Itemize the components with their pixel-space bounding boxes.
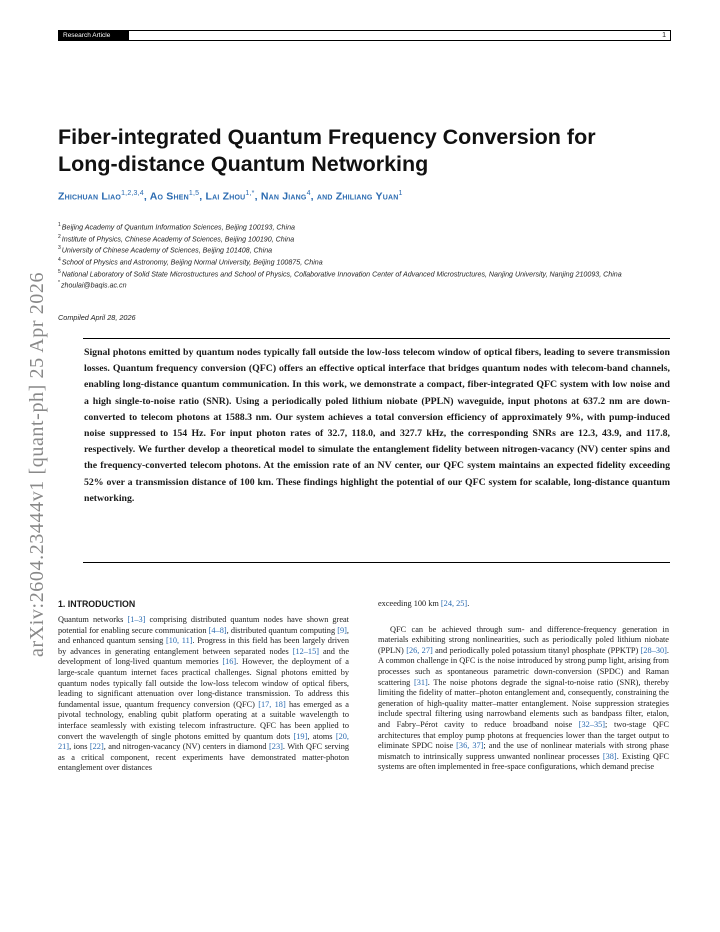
affiliation-text: National Laboratory of Solid State Microstructures and School of Physics, Collaborative Innovation Center of Advanced Microstructures, Nanjing University, Nanjing 210093, China xyxy=(61,269,622,278)
citation-link[interactable]: [26, 27] xyxy=(406,645,433,655)
affiliation-number: 2 xyxy=(58,233,61,240)
author-list xyxy=(58,190,678,203)
affiliation-list xyxy=(58,221,678,291)
body-text: has emerged as a pivotal technology, enabling qubit platform operating at a suitable wavelength to interface seamlessly with existing telecom infrastructure. QFC has been applied to convert the wavelength of single photons emitted by quantum dots xyxy=(58,699,349,741)
body-text: . However, the deployment of a large-scale quantum internet faces practical challenges. Signal photons emitted by quantum nodes typically fall outside the low-loss telecom window of optical fibers, leading to significant attenuation over long-distance transmission. To address this fundamental issue, quantum frequency conversion (QFC) xyxy=(58,657,349,709)
abstract-bottom-rule xyxy=(83,562,670,563)
citation-link[interactable]: [16] xyxy=(222,657,237,667)
article-type-label: Research Article xyxy=(59,31,129,40)
body-text: . A common challenge in QFC is the noise introduced by strong pump light, arising from processes such as spontaneous parametric down-conversion (SPDC) and Raman scattering xyxy=(378,645,669,687)
body-text: , and nitrogen-vacancy (NV) centers in diamond xyxy=(103,742,270,752)
author-affiliation-marker: 1,* xyxy=(245,190,255,197)
affiliation-item xyxy=(58,233,678,245)
author-affiliation-marker: 1,5 xyxy=(188,190,200,197)
introduction-paragraph-1 xyxy=(58,615,349,774)
author-affiliation-marker: 1,2,3,4 xyxy=(121,190,144,197)
citation-link[interactable]: [24, 25] xyxy=(440,599,468,608)
author-separator: , xyxy=(254,190,261,203)
compiled-date: Compiled April 28, 2026 xyxy=(58,313,136,322)
citation-link[interactable]: [20, 21] xyxy=(58,731,349,752)
arxiv-identifier-stamp: arXiv:2604.23444v1 [quant-ph] 25 Apr 2026 xyxy=(26,271,48,657)
body-text: ; and the use of nonlinear materials with strong phase mismatch to intrinsically suppress unwanted nonlinear processes xyxy=(378,741,669,761)
citation-link[interactable]: [38] xyxy=(602,751,617,761)
affiliation-item xyxy=(58,221,678,233)
author-separator: , xyxy=(199,190,206,203)
affiliation-text: zhoulai@baqis.ac.cn xyxy=(60,281,127,290)
author-name: Nan Jiang xyxy=(260,190,307,203)
body-text: . xyxy=(467,599,470,608)
citation-link[interactable]: [28–30] xyxy=(640,645,667,655)
abstract-top-rule xyxy=(83,338,670,339)
affiliation-item xyxy=(58,256,678,268)
affiliation-text: School of Physics and Astronomy, Beijing Normal University, Beijing 100875, China xyxy=(61,258,323,267)
affiliation-item xyxy=(58,279,678,291)
citation-link[interactable]: [32–35] xyxy=(578,719,606,729)
body-text: , atoms xyxy=(307,731,336,741)
section-heading-introduction: 1. INTRODUCTION xyxy=(58,599,136,609)
body-text: Quantum networks xyxy=(58,615,128,624)
body-text: ; two-stage QFC architectures that employ pump photons at frequencies lower than the target output to eliminate SPDC noise xyxy=(378,719,669,751)
introduction-paragraph-1-continued xyxy=(378,599,669,610)
affiliation-number: 3 xyxy=(58,245,61,252)
body-column-right xyxy=(378,599,669,773)
paper-title xyxy=(58,124,688,178)
affiliation-number: 5 xyxy=(58,268,61,275)
citation-link[interactable]: [12–15] xyxy=(292,646,319,656)
body-text: . Progress in this field has been largely driven by advances in generating entanglement between separated nodes xyxy=(58,636,349,656)
body-text: comprising distributed quantum nodes have shown great potential for enabling secure communication xyxy=(58,615,349,635)
body-text: , ions xyxy=(69,742,90,752)
citation-link[interactable]: [9] xyxy=(337,625,347,635)
citation-link[interactable]: [23] xyxy=(269,742,283,752)
body-text: . Existing QFC systems are often implemented in free-space configurations, which demand precise xyxy=(378,751,669,772)
citation-link[interactable]: [1–3] xyxy=(127,615,146,624)
affiliation-text: Beijing Academy of Quantum Information Sciences, Beijing 100193, China xyxy=(61,223,295,232)
body-text: . With QFC serving as a critical component, recent experiments have demonstrated matter-photon entanglement over distances xyxy=(58,742,349,773)
title-line-2: Long-distance Quantum Networking xyxy=(58,152,429,176)
citation-link[interactable]: [36, 37] xyxy=(456,741,484,751)
author-separator: , xyxy=(143,190,150,203)
body-text: exceeding 100 km xyxy=(378,599,441,608)
affiliation-number: 4 xyxy=(58,256,61,263)
citation-link[interactable]: [10, 11] xyxy=(165,636,193,646)
body-text: , and enhanced quantum sensing xyxy=(58,625,349,646)
author-name: Lai Zhou xyxy=(205,190,246,203)
author-affiliation-marker: 4 xyxy=(306,190,311,197)
running-header xyxy=(58,30,671,41)
citation-link[interactable]: [22] xyxy=(89,742,104,752)
affiliation-text: University of Chinese Academy of Sciences, Beijing 101408, China xyxy=(61,246,273,255)
affiliation-item xyxy=(58,268,678,280)
author-separator: , and xyxy=(310,190,336,203)
citation-link[interactable]: [4–8] xyxy=(208,625,227,635)
body-text: . The noise photons degrade the signal-to-noise ratio (SNR), thereby limiting the fidelity of matter–photon entanglement and, consequently, constraining the generation of high-quality matter–matter entanglement. Noise suppression strategies include spectral filtering using narrowband elements such as bandpass filter, etalon, and Fabry–Pérot cavity to reduce broadband noise xyxy=(378,677,670,729)
affiliation-number: * xyxy=(58,280,60,287)
affiliation-item xyxy=(58,244,678,256)
citation-link[interactable]: [31] xyxy=(413,677,428,687)
author-affiliation-marker: 1 xyxy=(398,190,403,197)
citation-link[interactable]: [19] xyxy=(293,731,308,741)
body-text: and periodically poled potassium titanyl phosphate (PPKTP) xyxy=(432,645,641,655)
abstract: Signal photons emitted by quantum nodes typically fall outside the low-loss telecom window of optical fibers, leading to severe transmission losses. Quantum frequency conversion (QFC) offers an effective optical interface that bridges quantum nodes with telecom-band channels, enabling long-distance quantum communication. In this work, we demonstrate a compact, fiber-integrated QFC system with low noise and a high single-to-noise ratio (SNR). Using a periodically poled lithium niobate (PPLN) waveguide, input photons at 637.2 nm are down-converted to telecom photons at 1588.3 nm. Our system achieves a total conversion efficiency of approximately 9%, with pump-induced noise suppressed to 154 Hz. For input photon rates of 32.7, 118.0, and 327.7 kHz, the corresponding SNRs are 12.3, 43.9, and 117.8, respectively. We further develop a theoretical model to simulate the entanglement fidelity between nitrogen-vacancy (NV) center spins and the frequency-converted telecom photons. At the emission rate of an NV center, our QFC system maintains an expected fidelity exceeding 52% over a transmission distance of 100 km. These findings highlight the potential of our QFC system for scalable, long-distance quantum networking. xyxy=(84,347,670,504)
affiliation-number: 1 xyxy=(58,222,61,228)
page-number: 1 xyxy=(662,32,666,39)
body-column-left xyxy=(58,615,349,774)
body-text: , distributed quantum computing xyxy=(226,625,338,635)
title-line-1: Fiber-integrated Quantum Frequency Conversion for xyxy=(58,125,596,149)
author-name: Zhiliang Yuan xyxy=(335,190,399,203)
author-name: Ao Shen xyxy=(149,190,189,203)
body-text: and the development of long-lived quantum memories xyxy=(58,646,349,667)
affiliation-text: Institute of Physics, Chinese Academy of Sciences, Beijing 100190, China xyxy=(61,235,295,244)
body-text: QFC can be achieved through sum- and difference-frequency generation in materials exhibiting strong nonlinearities, such as periodically poled lithium niobate (PPLN) xyxy=(378,624,669,655)
citation-link[interactable]: [17, 18] xyxy=(258,699,286,709)
author-name: Zhichuan Liao xyxy=(58,190,122,203)
introduction-paragraph-2 xyxy=(378,625,669,773)
